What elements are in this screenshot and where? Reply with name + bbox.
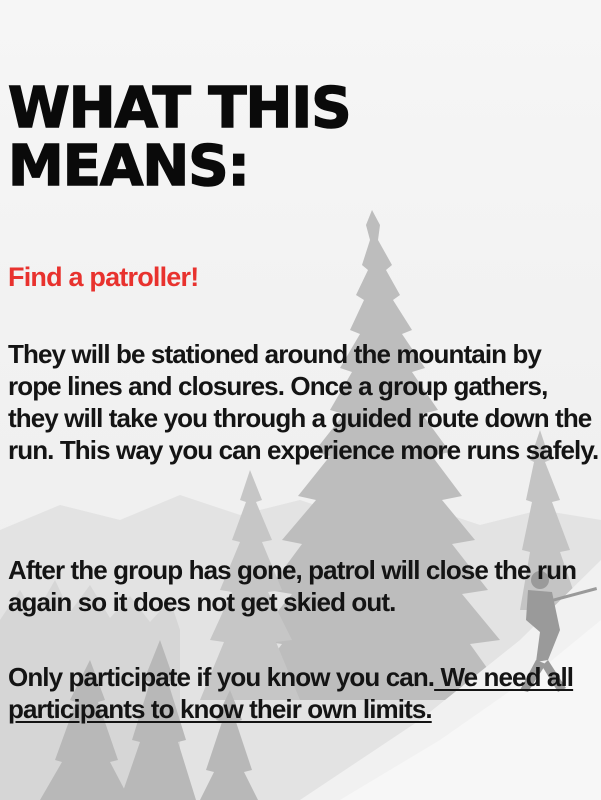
paragraph-patroller-info: They will be stationed around the mountain by rope lines and closures. Once a group gathers, they will take you through a guided route down the run. This way you can experience more runs safely. (8, 339, 599, 465)
limits-underlined-text: We need all participants to know their own limits. (8, 662, 574, 724)
paragraph-limits-warning (8, 661, 600, 725)
limits-plain-text: Only participate if you know you can. (8, 662, 435, 692)
title-line-2: MEANS: (8, 134, 249, 199)
title-line-1: WHAT THIS (8, 76, 351, 141)
callout-heading: Find a patroller! (8, 262, 199, 292)
page-title (8, 76, 351, 199)
paragraph-closing-info: After the group has gone, patrol will close the run again so it does not get skied out. (8, 555, 577, 617)
